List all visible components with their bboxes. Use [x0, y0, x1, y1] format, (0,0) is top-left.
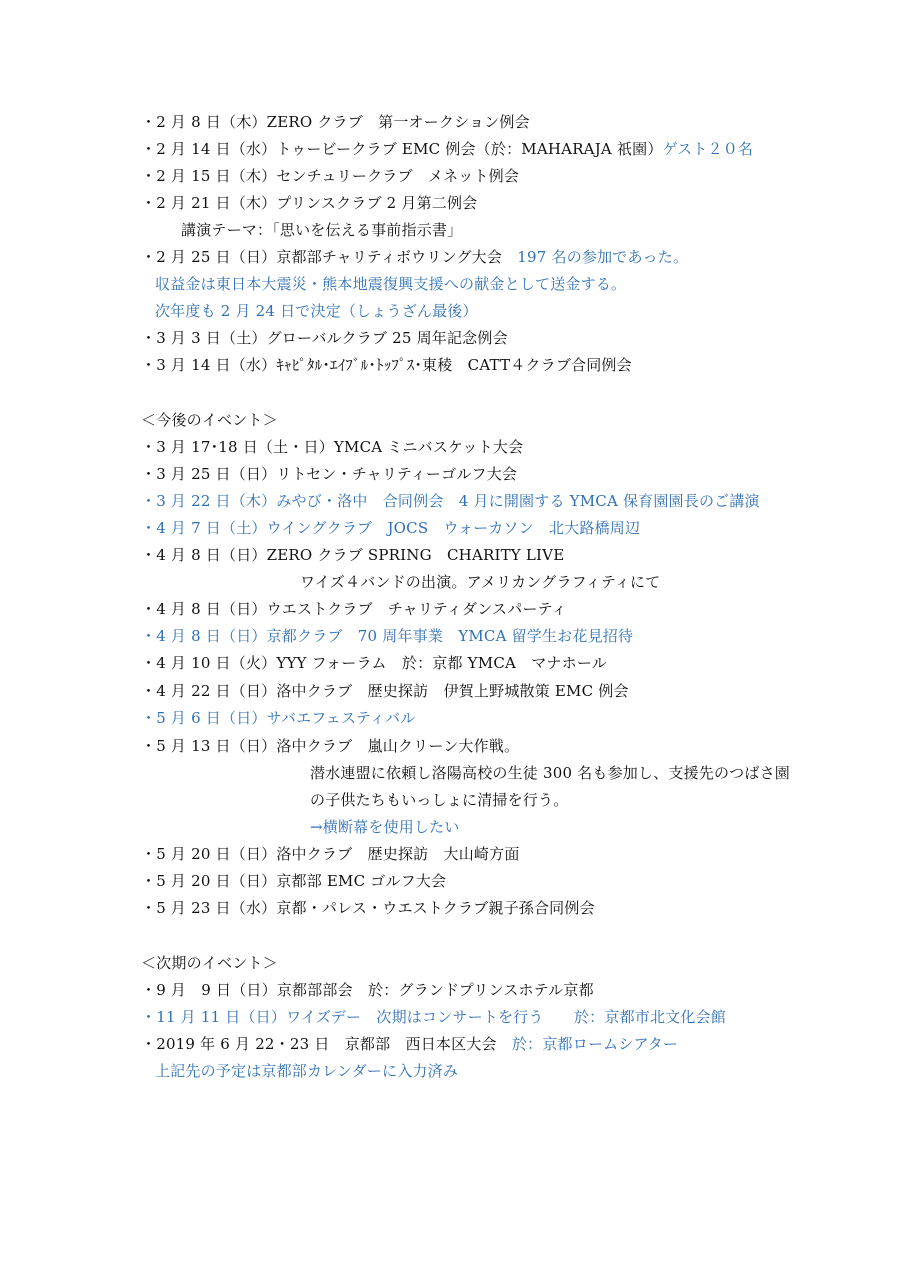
event-text: ・2 月 8 日（木）ZERO クラブ 第一オークション例会	[141, 113, 530, 131]
event-line	[141, 736, 519, 756]
event-note: 次年度も 2 月 24 日で決定（しょうざん最後）	[155, 302, 478, 320]
event-text: ・3 月 3 日（土）グローバルクラブ 25 周年記念例会	[141, 329, 508, 347]
event-line	[141, 653, 607, 673]
event-text: ・5 月 23 日（水）京都・パレス・ウエストクラブ親子孫合同例会	[141, 899, 595, 917]
event-line	[141, 898, 595, 918]
event-detail	[181, 220, 462, 240]
event-text: 講演テーマ：｢思いを伝える事前指示書」	[181, 221, 463, 239]
event-line	[141, 328, 508, 348]
event-line	[141, 166, 519, 186]
event-line	[141, 599, 567, 619]
event-text: ・11 月 11 日（日）ワイズデー 次期はコンサートを行う 於：京都市北文化会館	[141, 1008, 726, 1026]
event-text: ・4 月 8 日（日）ZERO クラブ SPRING CHARITY LIVE	[141, 546, 565, 564]
event-note: 上記先の予定は京都部カレンダーに入力済み	[155, 1062, 459, 1080]
event-detail	[310, 817, 460, 837]
event-note-line	[155, 274, 626, 294]
event-note: →横断幕を使用したい	[310, 818, 460, 836]
event-text: ・9 月 9 日（日）京都部部会 於：グランドプリンスホテル京都	[141, 981, 594, 999]
event-line	[141, 491, 760, 511]
event-note-line	[155, 301, 478, 321]
event-detail	[300, 572, 660, 592]
event-line	[141, 247, 688, 267]
event-line	[141, 681, 629, 701]
event-line	[141, 518, 640, 538]
event-text: ・5 月 13 日（日）洛中クラブ 嵐山クリーン大作戦。	[141, 737, 520, 755]
event-text: ・4 月 22 日（日）洛中クラブ 歴史探訪 伊賀上野城散策 EMC 例会	[141, 682, 629, 700]
event-text: ・2 月 21 日（木）プリンスクラブ 2 月第二例会	[141, 194, 478, 212]
event-note: 197 名の参加であった。	[517, 248, 689, 266]
event-line	[141, 355, 632, 375]
event-line	[141, 708, 415, 728]
event-line	[141, 844, 520, 864]
event-line	[141, 1007, 726, 1027]
event-note-line	[155, 1061, 458, 1081]
event-line	[141, 1034, 678, 1054]
event-line	[141, 545, 564, 565]
event-line	[141, 437, 523, 457]
event-text: ・4 月 7 日（土）ウイングクラブ JOCS ウォーカソン 北大路橋周辺	[141, 519, 641, 537]
event-line	[141, 980, 594, 1000]
event-text: ・5 月 20 日（日）洛中クラブ 歴史探訪 大山崎方面	[141, 845, 520, 863]
event-text: の子供たちもいっしょに清掃を行う。	[310, 791, 569, 809]
event-note: 於：京都ロームシアター	[511, 1035, 679, 1053]
event-text: ・4 月 10 日（火）YYY フォーラム 於：京都 YMCA マナホール	[141, 654, 607, 672]
section-heading-next: ＜次期のイベント＞	[141, 954, 278, 972]
event-text: ・5 月 6 日（日）サバエフェスティバル	[141, 709, 416, 727]
event-text: ・3 月 14 日（水）ｷｬﾋﾟﾀﾙ･ｴｲﾌﾞﾙ･ﾄｯﾌﾟｽ･東稜 CATT４クラブ合同例会	[141, 356, 632, 374]
event-text: ・5 月 20 日（日）京都部 EMC ゴルフ大会	[141, 872, 447, 890]
event-text: ワイズ４バンドの出演。アメリカングラフィティにて	[300, 573, 661, 591]
event-text: ・2 月 25 日（日）京都部チャリティボウリング大会	[141, 248, 518, 266]
event-detail	[310, 790, 568, 810]
event-line	[141, 112, 530, 132]
event-text: ・4 月 8 日（日）ウエストクラブ チャリティダンスパーティ	[141, 600, 567, 618]
event-line	[141, 871, 446, 891]
event-text: ・3 月 17･18 日（土・日）YMCA ミニバスケット大会	[141, 438, 524, 456]
event-text: 潜水連盟に依頼し洛陽高校の生徒 300 名も参加し、支援先のつばさ園	[310, 764, 790, 782]
event-text: ・4 月 8 日（日）京都クラブ 70 周年事業 YMCA 留学生お花見招待	[141, 627, 634, 645]
event-text: ・2019 年 6 月 22・23 日 京都部 西日本区大会	[141, 1035, 512, 1053]
event-text: ・2 月 15 日（木）センチュリークラブ メネット例会	[141, 167, 520, 185]
event-detail	[310, 763, 790, 783]
event-text: ・3 月 22 日（木）みやび・洛中 合同例会 4 月に開園する YMCA 保育園園長のご講演	[141, 492, 760, 510]
event-note: 収益金は東日本大震災・熊本地震復興支援への献金として送金する。	[155, 275, 627, 293]
event-text: ・2 月 14 日（水）トゥービークラブ EMC 例会（於：MAHARAJA 祇園）	[141, 140, 663, 158]
section-heading-upcoming: ＜今後のイベント＞	[141, 411, 278, 429]
event-line	[141, 626, 633, 646]
event-text: ・3 月 25 日（日）リトセン・チャリティーゴルフ大会	[141, 465, 518, 483]
event-note: ゲスト２０名	[662, 140, 754, 158]
event-line	[141, 193, 477, 213]
event-line	[141, 139, 753, 159]
event-line	[141, 464, 517, 484]
